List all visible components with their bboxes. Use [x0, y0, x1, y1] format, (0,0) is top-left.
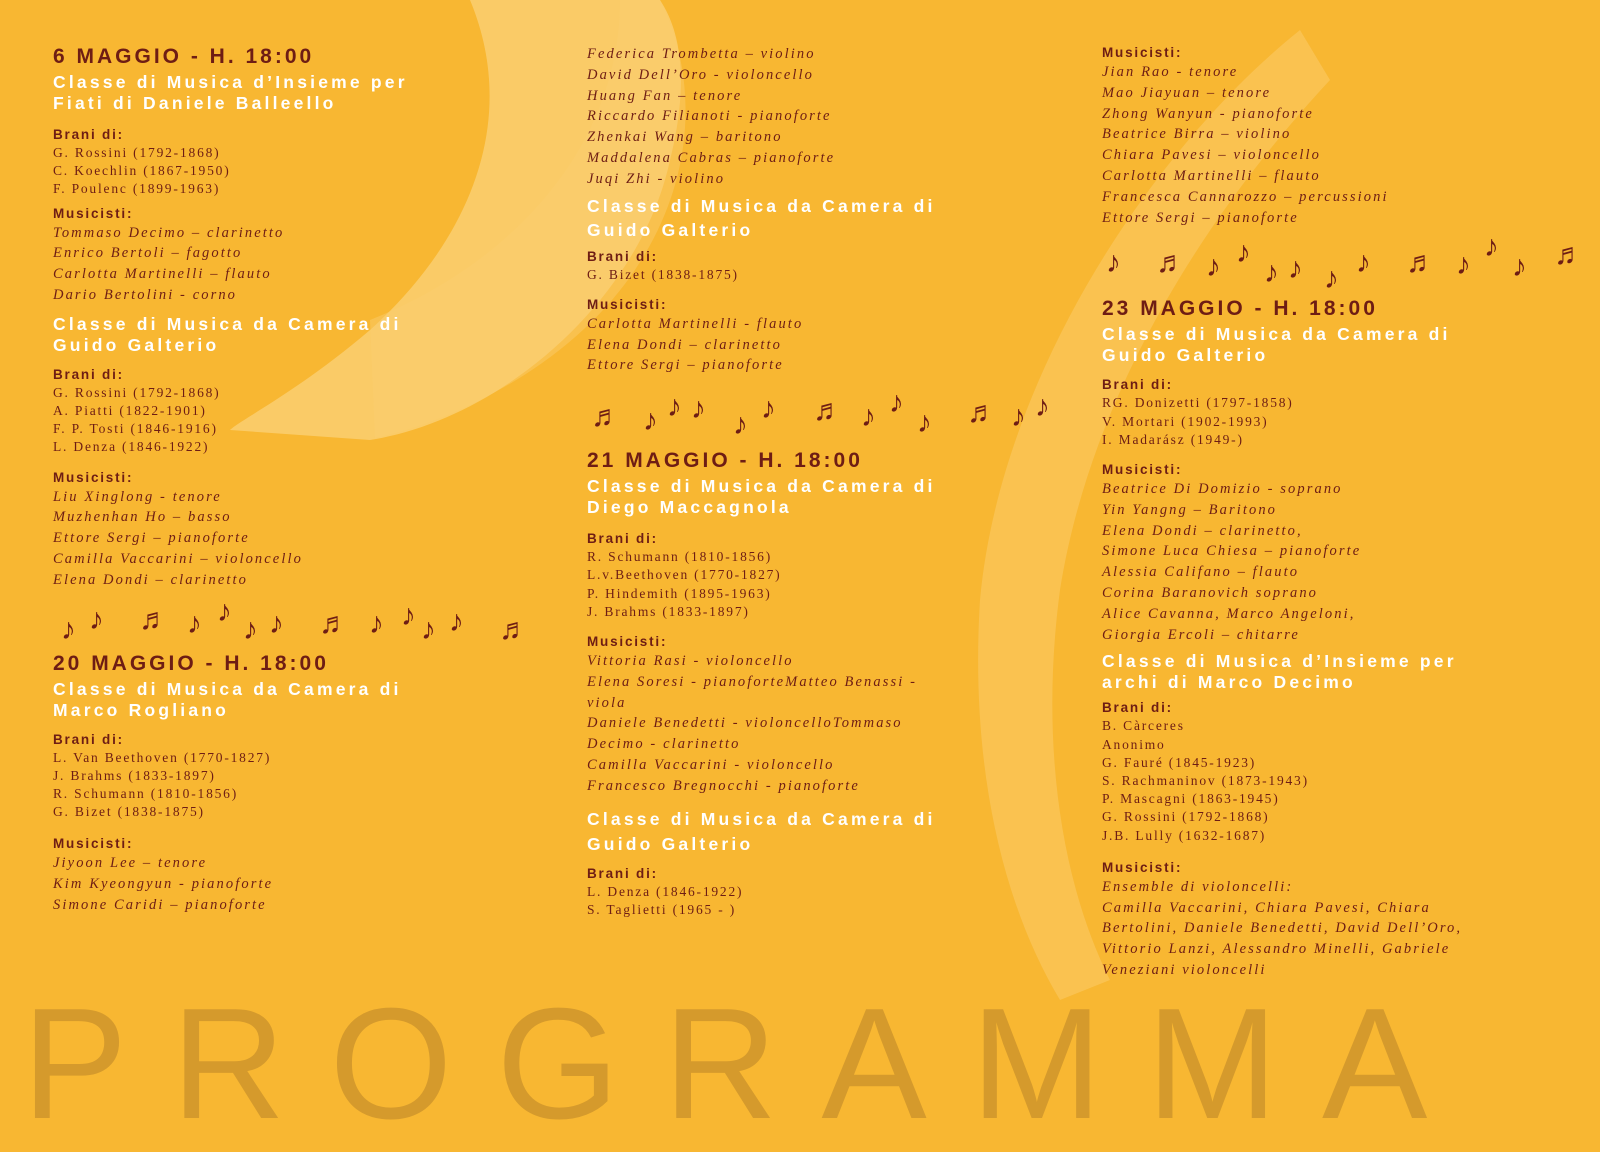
music-note-icon: ♬: [967, 396, 997, 430]
musicisti-label: Musicisti:: [1102, 859, 1183, 875]
music-note-icon: ♬: [1156, 246, 1186, 280]
brano-item: G. Bizet (1838-1875): [53, 804, 205, 820]
class-title: Classe di Musica da Camera di Diego Maccagnola: [587, 476, 936, 518]
brano-item: J. Brahms (1833-1897): [587, 603, 750, 619]
music-note-icon: ♪: [217, 594, 232, 628]
brano-item: R. Schumann (1810-1856): [587, 549, 773, 565]
music-note-icon: ♪: [401, 598, 416, 632]
music-note-icon: ♪: [1356, 246, 1371, 280]
musician-item: Camilla Vaccarini – violoncello: [53, 551, 303, 567]
musician-item: Decimo - clarinetto: [587, 736, 741, 753]
musicisti-label: Musicisti:: [1102, 45, 1183, 60]
musician-item: Zhong Wanyun - pianoforte: [1102, 105, 1314, 122]
music-note-icon: ♪: [1456, 248, 1471, 282]
brano-item: F. Poulenc (1899-1963): [53, 181, 221, 197]
musician-item: Jian Rao - tenore: [1102, 64, 1239, 80]
brani-label: Brani di:: [587, 865, 658, 881]
class-title: Classe di Musica d’Insieme per Fiati di Daniele Balleello: [53, 72, 408, 113]
brano-item: V. Mortari (1902-1993): [1102, 413, 1269, 429]
brano-item: J.B. Lully (1632-1687): [1102, 827, 1267, 843]
musician-item: Ettore Sergi – pianoforte: [587, 357, 784, 374]
musician-item: Francesca Cannarozzo – percussioni: [1102, 188, 1389, 205]
brani-label: Brani di:: [587, 248, 658, 264]
musicisti-list: [587, 44, 1057, 190]
brani-label: Brani di:: [587, 531, 658, 547]
brano-item: P. Mascagni (1863-1945): [1102, 791, 1280, 807]
brano-item: A. Piatti (1822-1901): [53, 403, 207, 418]
music-note-icon: ♪: [691, 392, 706, 426]
musician-item: Riccardo Filianoti - pianoforte: [587, 108, 832, 125]
musician-item: Huang Fan – tenore: [587, 87, 743, 104]
brano-item: R. Schumann (1810-1856): [53, 786, 239, 801]
music-note-icon: ♬: [499, 612, 529, 646]
brano-item: L. Denza (1846-1922): [53, 439, 210, 455]
music-note-icon: ♪: [1011, 400, 1026, 434]
musician-item: Liu Xinglong - tenore: [53, 488, 222, 505]
class-title: Classe di Musica d’Insieme per archi di Marco Decimo: [1102, 651, 1457, 693]
brani-label: Brani di:: [53, 366, 124, 382]
programma-watermark: PROGRAMMA: [22, 976, 1472, 1152]
musician-item: Giorgia Ercoli – chitarre: [1102, 626, 1300, 643]
class-title: Classe di Musica da Camera di Guido Galterio: [587, 195, 936, 240]
music-note-icon: ♪: [889, 386, 904, 420]
brani-list: [53, 384, 523, 457]
musician-item: Ettore Sergi – pianoforte: [1102, 209, 1299, 226]
brani-label: Brani di:: [1102, 700, 1173, 716]
music-note-icon: ♪: [1035, 390, 1050, 424]
musicisti-list: [587, 651, 1057, 797]
brani-label: Brani di:: [1102, 377, 1173, 393]
musician-item: Francesco Bregnocchi - pianoforte: [587, 777, 860, 794]
brano-item: G. Rossini (1792-1868): [53, 384, 221, 400]
brani-list: [53, 144, 523, 199]
class-title: Classe di Musica da Camera di Guido Galterio: [587, 808, 936, 854]
brano-item: C. Koechlin (1867-1950): [53, 163, 231, 179]
music-notes-decoration: [1102, 230, 1584, 296]
music-note-icon: ♪: [1512, 250, 1527, 284]
brano-item: L.v.Beethoven (1770-1827): [587, 567, 782, 583]
musician-item: Juqi Zhi - violino: [587, 170, 726, 187]
musician-item: Beatrice Di Domizio - soprano: [1102, 480, 1343, 497]
musician-item: Kim Kyeongyun - pianoforte: [53, 876, 274, 893]
event-date: 20 MAGGIO - H. 18:00: [53, 651, 329, 675]
musicisti-label: Musicisti:: [587, 633, 668, 649]
musician-item: Federica Trombetta – violino: [587, 46, 816, 62]
brano-item: I. Madarász (1949-): [1102, 431, 1244, 447]
column-1: [53, 44, 529, 916]
music-note-icon: ♪: [421, 612, 436, 646]
musician-item: Tommaso Decimo – clarinetto: [53, 224, 285, 241]
musician-item: Carlotta Martinelli - flauto: [587, 315, 804, 332]
musician-item: Elena Dondi – clarinetto: [587, 336, 782, 353]
musician-item: Yin Yangng – Baritono: [1102, 501, 1278, 518]
musician-item: Daniele Benedetti - violoncelloTommaso: [587, 715, 903, 732]
musician-item: Alice Cavanna, Marco Angeloni,: [1102, 605, 1356, 622]
musicisti-label: Musicisti:: [53, 836, 134, 852]
brani-list: [1102, 717, 1582, 844]
brani-list: [53, 749, 523, 822]
music-note-icon: ♬: [1554, 238, 1584, 272]
musicisti-list: [53, 487, 523, 591]
music-notes-decoration: [53, 594, 529, 649]
musician-item: Ettore Sergi – pianoforte: [53, 530, 250, 547]
musicisti-list: [1102, 479, 1582, 645]
musicisti-list: [53, 853, 523, 915]
musician-item: Carlotta Martinelli – flauto: [53, 266, 272, 283]
brani-list: [1102, 394, 1582, 449]
music-note-icon: ♪: [733, 408, 748, 442]
music-note-icon: ♬: [591, 400, 621, 434]
musician-item: Maddalena Cabras – pianoforte: [587, 149, 836, 166]
event-date: 21 MAGGIO - H. 18:00: [587, 449, 863, 473]
musician-item: Alessia Califano – flauto: [1102, 564, 1300, 581]
brano-item: S. Taglietti (1965 - ): [587, 901, 737, 917]
brani-label: Brani di:: [53, 127, 124, 142]
music-note-icon: ♬: [319, 606, 349, 640]
brano-item: RG. Donizetti (1797-1858): [1102, 395, 1294, 411]
musicisti-list: [587, 314, 1057, 376]
music-note-icon: ♪: [243, 612, 258, 646]
musician-item: Enrico Bertoli – fagotto: [53, 245, 243, 262]
music-note-icon: ♪: [1106, 246, 1121, 280]
musicisti-label: Musicisti:: [587, 296, 668, 312]
music-note-icon: ♪: [861, 400, 876, 434]
musician-item: viola: [587, 694, 627, 711]
brano-item: L. Van Beethoven (1770-1827): [53, 749, 272, 765]
musician-item: Dario Bertolini - corno: [53, 287, 238, 303]
brano-item: B. Càrceres: [1102, 718, 1185, 734]
musician-item: Camilla Vaccarini - violoncello: [587, 756, 835, 773]
musician-item: Zhenkai Wang – baritono: [587, 129, 783, 146]
music-note-icon: ♪: [917, 406, 932, 440]
musician-item: Jiyoon Lee – tenore: [53, 855, 208, 872]
music-note-icon: ♪: [1484, 230, 1499, 264]
musicisti-list: [1102, 62, 1582, 228]
column-3: [1102, 44, 1582, 981]
brani-list: [587, 548, 1057, 621]
event-date: 6 MAGGIO - H. 18:00: [53, 45, 315, 68]
musicisti-list: [53, 223, 523, 306]
brano-item: S. Rachmaninov (1873-1943): [1102, 772, 1309, 788]
musician-item: David Dell’Oro - violoncello: [587, 66, 814, 83]
musician-item: Elena Soresi - pianoforteMatteo Benassi -: [587, 673, 918, 690]
brano-item: J. Brahms (1833-1897): [53, 767, 216, 783]
brano-item: L. Denza (1846-1922): [587, 883, 744, 899]
brano-item: P. Hindemith (1895-1963): [587, 585, 772, 601]
music-notes-decoration: [587, 388, 1057, 448]
musician-item: Simone Caridi – pianoforte: [53, 897, 267, 913]
music-note-icon: ♪: [369, 606, 384, 640]
music-note-icon: ♪: [1324, 262, 1339, 296]
brano-item: G. Fauré (1845-1923): [1102, 754, 1257, 770]
musician-item: Elena Dondi – clarinetto: [53, 571, 248, 588]
event-date: 23 MAGGIO - H. 18:00: [1102, 297, 1378, 321]
musician-item: Beatrice Birra – violino: [1102, 126, 1292, 143]
brani-list: [587, 883, 1057, 919]
musician-item: Bertolini, Daniele Benedetti, David Dell’Oro,: [1102, 920, 1463, 937]
music-note-icon: ♪: [667, 390, 682, 424]
music-note-icon: ♪: [187, 606, 202, 640]
musician-item: Carlotta Martinelli – flauto: [1102, 167, 1321, 184]
brani-label: Brani di:: [53, 731, 124, 747]
musicisti-label: Musicisti:: [53, 469, 134, 485]
musicisti-label: Musicisti:: [1102, 461, 1183, 477]
musician-item: Camilla Vaccarini, Chiara Pavesi, Chiara: [1102, 899, 1431, 916]
musician-item: Muzhenhan Ho – basso: [53, 509, 232, 526]
class-title: Classe di Musica da Camera di Guido Galterio: [53, 313, 402, 355]
brano-item: G. Rossini (1792-1868): [1102, 809, 1270, 825]
brano-item: F. P. Tosti (1846-1916): [53, 421, 218, 437]
musician-item: Veneziani violoncelli: [1102, 961, 1267, 978]
brani-list: [587, 266, 1057, 284]
class-title: Classe di Musica da Camera di Marco Rogliano: [53, 678, 402, 720]
music-note-icon: ♪: [89, 602, 104, 636]
music-note-icon: ♬: [813, 394, 843, 428]
column-2: [587, 44, 1057, 919]
musicisti-label: Musicisti:: [53, 205, 134, 221]
music-note-icon: ♪: [1236, 236, 1251, 270]
brano-item: Anonimo: [1102, 736, 1166, 752]
musician-item: Ensemble di violoncelli:: [1102, 878, 1294, 895]
class-title: Classe di Musica da Camera di Guido Galterio: [1102, 324, 1451, 366]
music-note-icon: ♪: [269, 606, 284, 640]
music-note-icon: ♪: [1206, 250, 1221, 284]
music-note-icon: ♪: [449, 604, 464, 638]
music-note-icon: ♪: [643, 404, 658, 438]
musician-item: Mao Jiayuan – tenore: [1102, 84, 1272, 101]
musician-item: Vittoria Rasi - violoncello: [587, 652, 794, 669]
musician-item: Chiara Pavesi – violoncello: [1102, 147, 1321, 164]
music-note-icon: ♪: [61, 612, 76, 646]
music-note-icon: ♪: [1288, 252, 1303, 286]
music-note-icon: ♬: [139, 602, 169, 636]
brano-item: G. Rossini (1792-1868): [53, 145, 221, 160]
brano-item: G. Bizet (1838-1875): [587, 266, 739, 282]
musician-item: Elena Dondi – clarinetto,: [1102, 522, 1303, 539]
musician-item: Simone Luca Chiesa – pianoforte: [1102, 543, 1362, 560]
music-note-icon: ♪: [761, 392, 776, 426]
musician-item: Vittorio Lanzi, Alessandro Minelli, Gabriele: [1102, 941, 1451, 958]
music-note-icon: ♪: [1264, 256, 1279, 290]
music-note-icon: ♬: [1406, 246, 1436, 280]
musician-item: Corina Baranovich soprano: [1102, 584, 1319, 601]
musicisti-list: [1102, 877, 1582, 981]
